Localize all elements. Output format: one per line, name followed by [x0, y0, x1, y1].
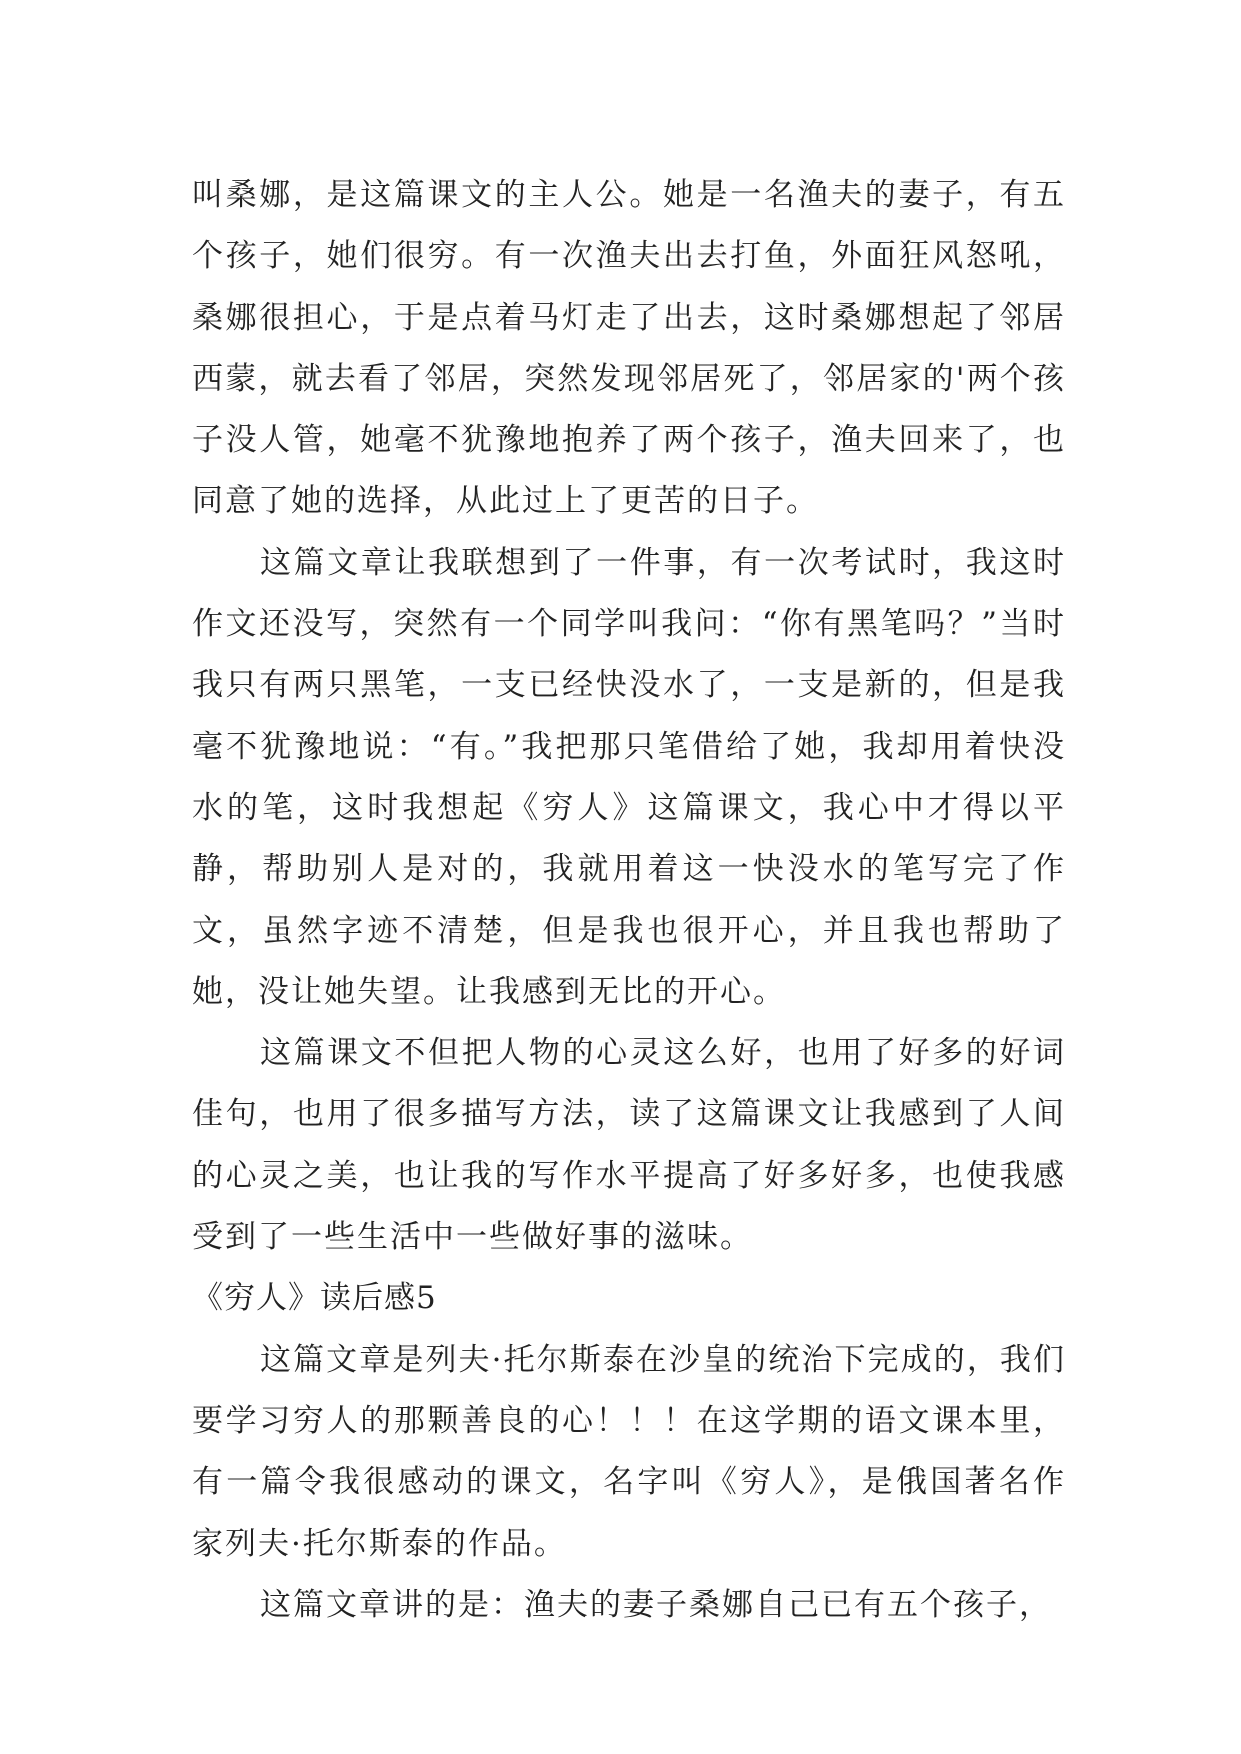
- paragraph-reflection: 这篇课文不但把人物的心灵这么好，也用了好多的好词佳句，也用了很多描写方法，读了这篇课文让我感到了人间的心灵之美，也让我的写作水平提高了好多好多，也使我感受到了一些生活中一些做好事的滋味。: [192, 1035, 1066, 1256]
- document-body: [192, 165, 1066, 1636]
- paragraph-author-intro: 这篇文章是列夫·托尔斯泰在沙皇的统治下完成的，我们要学习穷人的那颗善良的心！！！在这学期的语文课本里，有一篇令我很感动的课文，名字叫《穷人》，是俄国著名作家列夫·托尔斯泰的作品。: [192, 1341, 1066, 1562]
- paragraph-story-start: 这篇文章讲的是：渔夫的妻子桑娜自己已有五个孩子，: [260, 1586, 1052, 1623]
- paragraph-story-summary: 叫桑娜，是这篇课文的主人公。她是一名渔夫的妻子，有五个孩子，她们很穷。有一次渔夫出去打鱼，外面狂风怒吼，桑娜很担心，于是点着马灯走了出去，这时桑娜想起了邻居西蒙，就去看了邻居，突然发现邻居死了，邻居家的'两个孩子没人管，她毫不犹豫地抱养了两个孩子，渔夫回来了，也同意了她的选择，从此过上了更苦的日子。: [192, 177, 1066, 520]
- section-title: 《穷人》读后感5: [192, 1280, 437, 1317]
- paragraph-personal-story: 这篇文章让我联想到了一件事，有一次考试时，我这时作文还没写，突然有一个同学叫我问：“你有黑笔吗？”当时我只有两只黑笔，一支已经快没水了，一支是新的，但是我毫不犹豫地说：“有。”我把那只笔借给了她，我却用着快没水的笔，这时我想起《穷人》这篇课文，我心中才得以平静，帮助别人是对的，我就用着这一快没水的笔写完了作文，虽然字迹不清楚，但是我也很开心，并且我也帮助了她，没让她失望。让我感到无比的开心。: [192, 544, 1066, 1010]
